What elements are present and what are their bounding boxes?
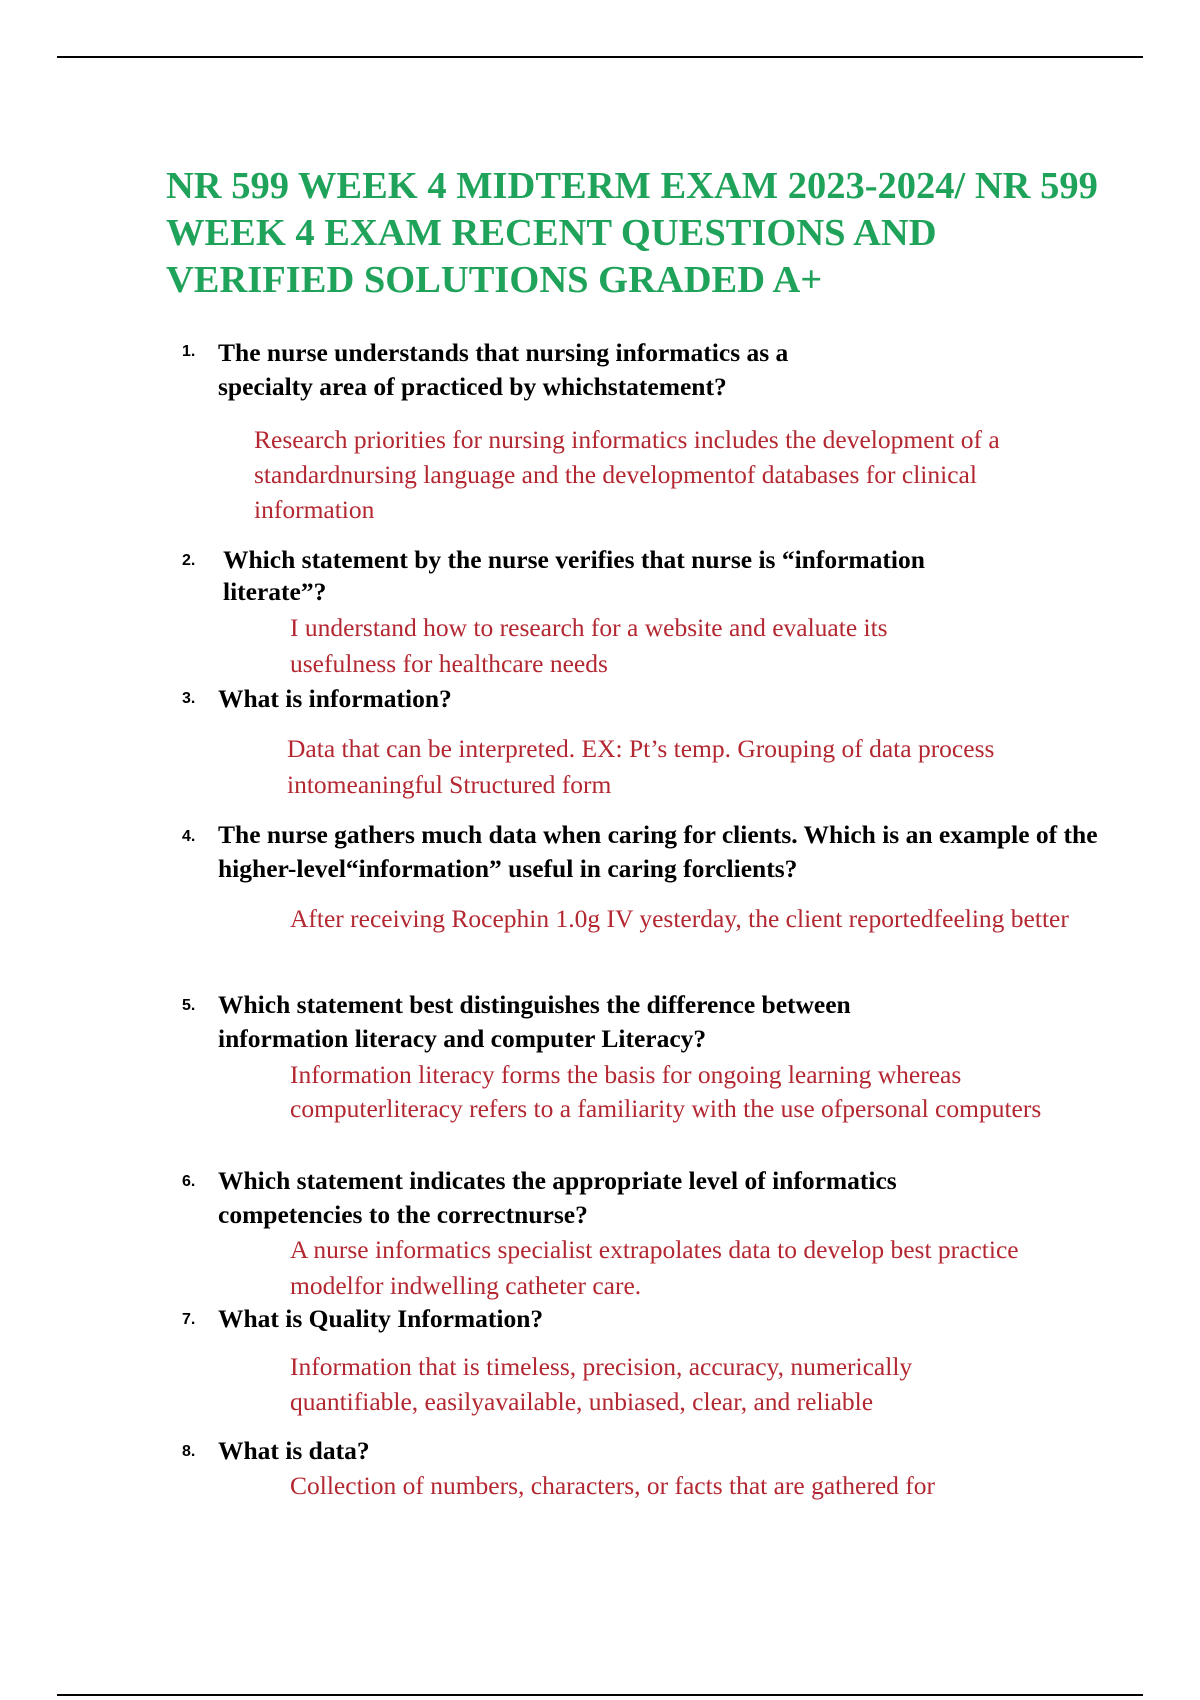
question-text: Which statement by the nurse verifies that nurse is “information literate”?	[223, 545, 925, 606]
question-number: 8.	[182, 1443, 196, 1460]
question-number: 6.	[182, 1173, 196, 1190]
question-number: 5.	[182, 997, 196, 1014]
question-number: 2.	[182, 552, 196, 569]
question-text: What is information?	[218, 684, 452, 713]
question-text: Which statement best distinguishes the difference between information literacy and computer Literacy?	[218, 990, 851, 1053]
answer-text: I understand how to research for a website and evaluate its usefulness for healthcare needs	[290, 613, 888, 678]
answer-text: Data that can be interpreted. EX: Pt’s temp. Grouping of data process intomeaningful Structured form	[287, 734, 995, 799]
answer-text: Research priorities for nursing informatics includes the development of a standardnursing language and the developmentof databases for clinical information	[254, 425, 1000, 524]
question-number: 7.	[182, 1311, 196, 1328]
document-title: NR 599 WEEK 4 MIDTERM EXAM 2023-2024/ NR 599 WEEK 4 EXAM RECENT QUESTIONS AND VERIFIED SOLUTIONS GRADED A+	[166, 165, 1098, 301]
answer-text: Collection of numbers, characters, or facts that are gathered for	[290, 1471, 936, 1500]
question-text: The nurse understands that nursing informatics as a specialty area of practiced by whichstatement?	[218, 338, 789, 401]
answer-text: After receiving Rocephin 1.0g IV yesterday, the client reportedfeeling better	[290, 904, 1069, 933]
question-text: What is data?	[218, 1436, 370, 1465]
question-number: 1.	[182, 343, 196, 360]
bottom-rule	[57, 1694, 1143, 1696]
question-number: 4.	[182, 828, 196, 845]
question-text: The nurse gathers much data when caring for clients. Which is an example of the higher-level“information” useful in caring forclients?	[218, 820, 1098, 883]
answer-text: A nurse informatics specialist extrapolates data to develop best practice modelfor indwelling catheter care.	[290, 1235, 1019, 1300]
top-rule	[57, 56, 1143, 58]
answer-text: Information that is timeless, precision, accuracy, numerically quantifiable, easilyavailable, unbiased, clear, and reliable	[290, 1352, 913, 1416]
question-text: Which statement indicates the appropriate level of informatics competencies to the correctnurse?	[218, 1166, 897, 1229]
question-text: What is Quality Information?	[218, 1304, 544, 1333]
question-number: 3.	[182, 690, 196, 707]
answer-text: Information literacy forms the basis for ongoing learning whereas computerliteracy refers to a familiarity with the use ofpersonal computers	[290, 1060, 1042, 1123]
